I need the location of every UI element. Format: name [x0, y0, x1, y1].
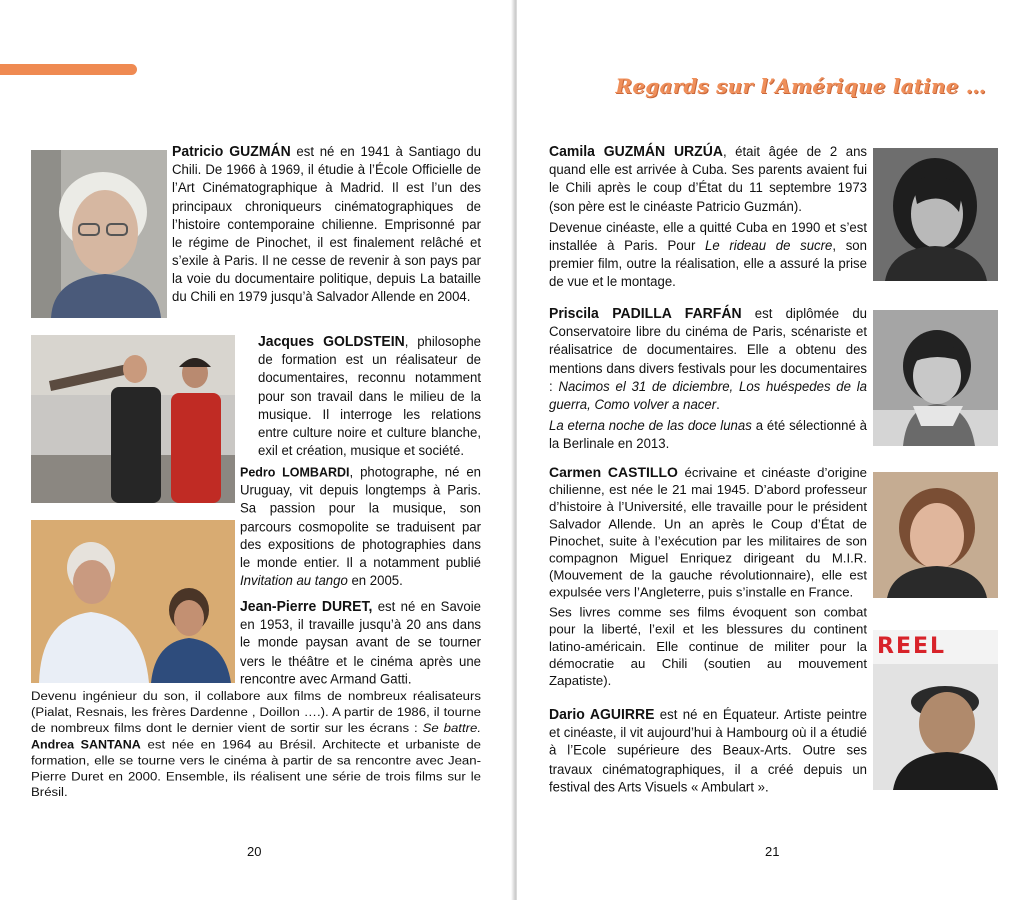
right-page	[517, 0, 1030, 900]
book-title: Invitation au tango	[240, 572, 348, 588]
bio-jacques-goldstein	[258, 331, 481, 459]
reel-sign: REEL	[877, 634, 947, 659]
bio-text-p2: Devenue cinéaste, elle a quitté Cuba en 1990 et s’est installée à Paris. Pour	[549, 219, 867, 254]
bio-text: est diplômée du Conservatoire libre du cinéma de Paris, scénariste et réalisatrice de documentaires. Elle a obtenu des mentions dans divers festivals pour les documentaires :	[549, 305, 867, 394]
bio-text: est né en Savoie en 1953, il travaille jusqu’à 20 ans dans le monde paysan avant de se tourner vers le théâtre et le cinéma après une rencontre avec Armand Gatti.	[240, 598, 481, 687]
bio-pedro-lombardi	[240, 463, 481, 589]
photo-goldstein-lombardi	[31, 335, 235, 503]
photo-dario-aguirre	[873, 630, 998, 790]
bio-duret-santana-continued	[31, 688, 481, 800]
photo-duret-santana	[31, 520, 235, 683]
bio-text: est né en Équateur. Artiste peintre et cinéaste, il vit aujourd’hui à Hambourg où il a étudié à l’Ecole supérieure des Beaux-Arts. Outre ses travaux cinématographiques, il a créé depuis un festival des Arts Visuels « Ambulart ».	[549, 706, 867, 795]
bio-patricio-guzman	[172, 141, 481, 306]
bio-text: est né en 1941 à Santiago du Chili. De 1966 à 1969, il étudie à l’École Officielle de l’Art Cinématographique à Madrid. Il est l’un des principaux chroniqueurs cinématographiques de l’histoire contemporaine chilienne. Emprisonné par le régime de Pinochet, il est finalement relâché et s’exile à Paris. Il ne cesse de revenir à son pays par la voie du documentaire politique, depuis La bataille du Chili en 1979 jusqu’à Salvador Allende en 2004.	[172, 143, 481, 305]
bio-name: Camila GUZMÁN URZÚA	[549, 142, 723, 160]
bio-text: Devenu ingénieur du son, il collabore aux films de nombreux réalisateurs (Pialat, Resnais, les frères Dardenne , Doillon ….). A partir de 1986, il tourne de nombreux films dont le dernier vient de sortir sur les écrans :	[31, 688, 481, 735]
bio-name: Pedro LOMBARDI	[240, 465, 350, 480]
left-page	[0, 0, 513, 900]
bio-text-p2-end: a été sélectionné à la Berlinale en 2013.	[549, 417, 868, 452]
page-number-left: 20	[247, 844, 262, 859]
bio-text-dot: .	[716, 396, 720, 412]
accent-bar	[0, 64, 137, 75]
bio-text: , photographe, né en Uruguay, vit depuis longtemps à Paris. Sa passion pour la musique, son parcours cosmopolite se traduisent par des expositions de photographies dans le monde entier. Il a notamment publié	[240, 464, 481, 570]
bio-name-andrea-santana: Andrea SANTANA	[31, 737, 141, 752]
person-icon	[873, 310, 998, 446]
bio-text: écrivaine et cinéaste d’origine chilienne, est née le 21 mai 1945. D’abord professeur d’histoire à l’Université, elle travaille pour le président Salvador Allende. Un an après le Coup d’État de Pinochet, suite à l’exécution par les militaires de son compagnon Miguel Enriquez dirigeant du M.I.R. (Mouvement de la gauche révolutionnaire), elle est expulsée vers l’Angleterre, puis s’installe en France.	[549, 464, 868, 600]
photo-patricio-guzman	[31, 150, 167, 318]
bio-name: Carmen CASTILLO	[549, 463, 678, 480]
photo-camila-guzman-urzua	[873, 148, 998, 281]
people-icon	[31, 520, 235, 683]
film-title: Le rideau de sucre	[705, 237, 833, 254]
film-title: La eterna noche de las doce lunas	[549, 417, 752, 434]
page-number-right: 21	[765, 844, 780, 859]
film-title: Se battre.	[422, 720, 481, 735]
film-titles: Nacimos el 31 de diciembre, Los huéspedes de la guerra, Como volver a nacer	[549, 377, 868, 412]
bio-name: Priscila PADILLA FARFÁN	[549, 304, 742, 322]
section-header-title: Regards sur l’Amérique latine …	[615, 74, 986, 98]
people-icon	[31, 335, 235, 503]
bio-text-end: en 2005.	[347, 572, 403, 588]
photo-priscila-padilla-farfan	[873, 310, 998, 446]
photo-carmen-castillo	[873, 472, 998, 598]
bio-text-p2-end: , son premier film, outre la réalisation, elle a assuré la prise de vue et le montage.	[549, 237, 867, 290]
bio-name: Jean‑Pierre DURET,	[240, 597, 373, 614]
bio-camila-guzman-urzua	[549, 141, 867, 291]
bio-priscila-padilla-farfan	[549, 303, 867, 453]
bio-text: , était âgée de 2 ans quand elle est arrivée à Cuba. Ses parents avaient fui le Chili après le coup d’État du 11 septembre 1973 (son père est le cinéaste Patricio Guzmán).	[549, 143, 867, 214]
person-icon	[873, 148, 998, 281]
bio-name: Patricio GUZMÁN	[172, 142, 291, 160]
bio-jean-pierre-duret	[240, 596, 481, 688]
bio-carmen-castillo	[549, 463, 867, 689]
bio-name: Jacques GOLDSTEIN	[258, 332, 405, 349]
bio-dario-aguirre	[549, 704, 867, 796]
bio-text-p2: Ses livres comme ses films évoquent son combat pour la liberté, l’exil et les blessures du continent latino-américain. Elle continue de militer pour la démocratie au Chili (soutien au mouvement Zapatiste).	[549, 604, 867, 689]
bio-text: , philosophe de formation est un réalisateur de documentaires, reconnu notamment pour son travail dans le milieu de la musique. Il interroge les relations entre culture noire et culture blanche, exil et création, musique et société.	[258, 333, 481, 458]
bio-name: Dario AGUIRRE	[549, 705, 655, 722]
person-icon	[873, 472, 998, 598]
person-icon	[31, 150, 167, 318]
bio-text-santana: est née en 1964 au Brésil. Architecte et urbaniste de formation, elle se tourne vers le cinéma à partir de sa rencontre avec Jean-Pierre Duret en 2000. Ensemble, ils réalisent une série de trois films sur le Brésil.	[31, 737, 481, 800]
